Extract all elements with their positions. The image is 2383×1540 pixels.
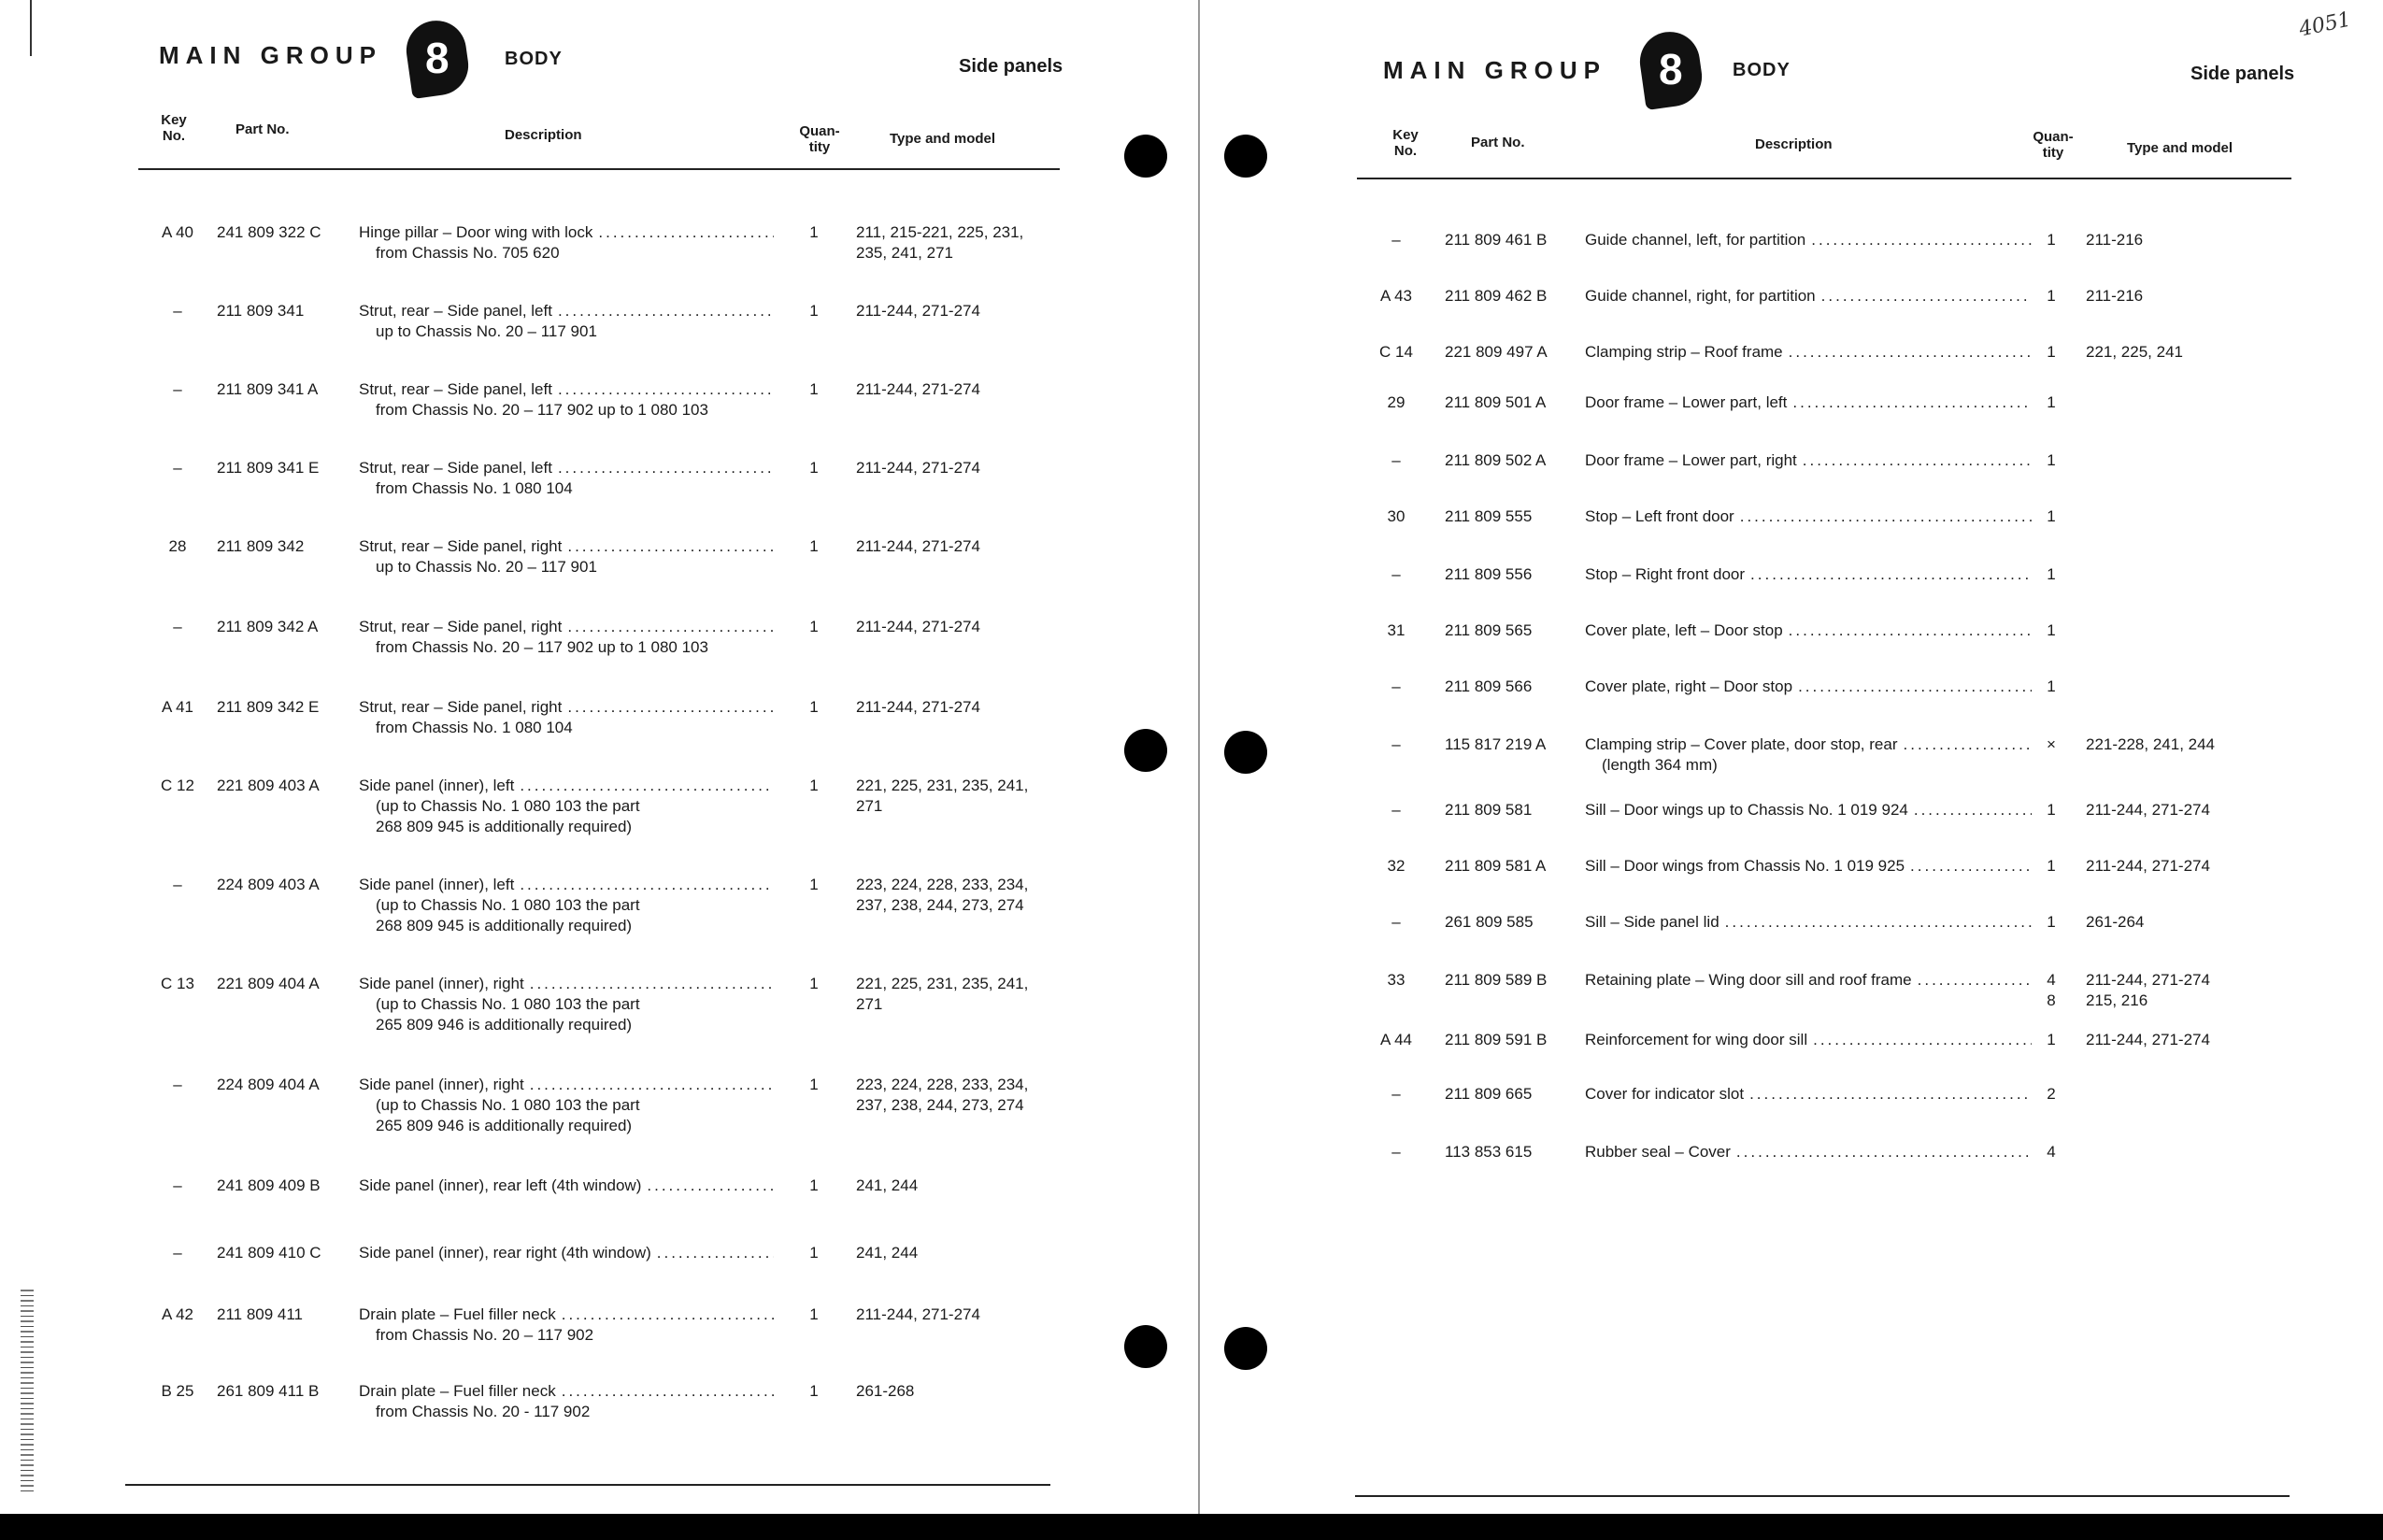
binder-hole [1224, 135, 1267, 178]
description-text: Reinforcement for wing door sill [1585, 1031, 1808, 1048]
leader-dots [1904, 734, 2033, 755]
leader-dots [1821, 286, 2032, 307]
description-line [359, 875, 774, 895]
key-number: 29 [1387, 393, 1406, 411]
body-label: BODY [1733, 60, 1791, 80]
quantity: 1 [2047, 231, 2056, 249]
description-line [1585, 564, 2032, 585]
description-text: Cover for indicator slot [1585, 1085, 1745, 1103]
description-continuation: from Chassis No. 20 – 117 902 up to 1 080 103 [376, 638, 708, 656]
description [1585, 230, 2032, 250]
header-quantity: Quan- tity [2033, 129, 2074, 161]
key-number: A 42 [161, 1305, 194, 1323]
type-and-model: 211-244, 271-274 215, 216 [2086, 971, 2210, 1009]
description-text: Strut, rear – Side panel, left [359, 302, 552, 320]
description-text: Retaining plate – Wing door sill and roof frame [1585, 971, 1912, 989]
description-line [1585, 450, 2032, 471]
description-text: Sill – Side panel lid [1585, 913, 1719, 931]
description-line [359, 697, 774, 718]
description [359, 1176, 774, 1196]
description-continuation: from Chassis No. 20 – 117 902 [376, 1326, 594, 1344]
header-part: Part No. [235, 121, 290, 137]
type-and-model: 211-244, 271-274 [856, 302, 980, 320]
quantity: 1 [2047, 393, 2056, 411]
description-line [359, 458, 774, 478]
part-number: 211 809 589 B [1445, 971, 1548, 989]
part-number: 113 853 615 [1445, 1143, 1533, 1161]
description [1585, 677, 2032, 697]
key-number: C 13 [161, 975, 194, 992]
quantity: 1 [809, 459, 819, 477]
description-line [359, 222, 774, 243]
section-title: Side panels [2190, 64, 2295, 84]
key-number: – [173, 380, 182, 398]
description-text: Clamping strip – Cover plate, door stop, rear [1585, 735, 1898, 753]
description-text: Door frame – Lower part, right [1585, 451, 1797, 469]
description [1585, 856, 2032, 877]
leader-dots [520, 875, 774, 895]
header-type: Type and model [890, 131, 996, 147]
description-text: Strut, rear – Side panel, right [359, 618, 563, 635]
description [1585, 450, 2032, 471]
part-number: 241 809 409 B [217, 1176, 321, 1194]
description [359, 617, 774, 658]
key-number: A 41 [161, 698, 194, 716]
description [1585, 734, 2032, 776]
part-number: 211 809 411 [217, 1305, 304, 1323]
description-text: Guide channel, right, for partition [1585, 287, 1816, 305]
quantity: 1 [809, 537, 819, 555]
leader-dots [530, 974, 774, 994]
leader-dots [1749, 1084, 2032, 1105]
quantity: 1 [2047, 677, 2056, 695]
type-and-model: 211-216 [2086, 287, 2144, 305]
description-text: Guide channel, left, for partition [1585, 231, 1806, 249]
key-number: A 43 [1379, 287, 1413, 305]
quantity: 1 [809, 618, 819, 635]
type-and-model: 211-244, 271-274 [856, 380, 980, 398]
description-line [1585, 1142, 2032, 1162]
description-line [359, 1075, 774, 1095]
description [359, 697, 774, 738]
type-and-model: 221-228, 241, 244 [2086, 735, 2216, 753]
main-group-label: MAIN GROUP [159, 41, 382, 69]
description-text: Strut, rear – Side panel, left [359, 380, 552, 398]
part-number: 211 809 341 E [217, 459, 320, 477]
part-number: 211 809 341 [217, 302, 305, 320]
header-type: Type and model [2127, 140, 2233, 156]
type-and-model: 261-268 [856, 1382, 915, 1400]
quantity: 1 [2047, 343, 2056, 361]
description-text: Side panel (inner), rear left (4th window) [359, 1176, 642, 1194]
type-and-model: 211-244, 271-274 [2086, 801, 2210, 819]
quantity: 4 8 [2047, 971, 2056, 1009]
type-and-model: 211-244, 271-274 [2086, 857, 2210, 875]
description-line [1585, 342, 2032, 363]
type-and-model: 211-244, 271-274 [856, 537, 980, 555]
description-text: Cover plate, right – Door stop [1585, 677, 1793, 695]
description-text: Side panel (inner), right [359, 975, 524, 992]
key-number: A 44 [1379, 1031, 1413, 1048]
description-text: Strut, rear – Side panel, right [359, 537, 563, 555]
type-and-model: 261-264 [2086, 913, 2145, 931]
binder-hole [1224, 1327, 1267, 1370]
type-and-model: 211-244, 271-274 [856, 1305, 980, 1323]
type-and-model: 211-244, 271-274 [856, 618, 980, 635]
description-text: Stop – Left front door [1585, 507, 1734, 525]
key-number: – [173, 1244, 182, 1262]
leader-dots [1918, 970, 2032, 991]
leader-dots [1811, 230, 2032, 250]
quantity: 1 [809, 1176, 819, 1194]
part-number: 241 809 410 C [217, 1244, 321, 1262]
footer-rule [1355, 1495, 2290, 1497]
key-number: – [1391, 565, 1401, 583]
description-continuation: from Chassis No. 1 080 104 [376, 479, 573, 497]
description-text: Clamping strip – Roof frame [1585, 343, 1783, 361]
leader-dots [657, 1243, 774, 1263]
type-and-model: 223, 224, 228, 233, 234, 237, 238, 244, 273, 274 [856, 1076, 1029, 1114]
type-and-model: 223, 224, 228, 233, 234, 237, 238, 244, 273, 274 [856, 876, 1029, 914]
part-number: 211 809 342 [217, 537, 305, 555]
header-rule [1357, 178, 2291, 179]
description [359, 776, 774, 837]
part-number: 115 817 219 A [1445, 735, 1547, 753]
key-number: – [173, 1076, 182, 1093]
description [359, 536, 774, 578]
type-and-model: 221, 225, 241 [2086, 343, 2183, 361]
part-number: 211 809 665 [1445, 1085, 1533, 1103]
group-number-badge: 8 [403, 17, 473, 99]
description-line [359, 379, 774, 400]
binder-hole [1224, 731, 1267, 774]
description-line [1585, 912, 2032, 933]
key-number: – [1391, 913, 1401, 931]
part-number: 211 809 461 B [1445, 231, 1548, 249]
description-line [1585, 1030, 2032, 1050]
quantity: 1 [809, 1244, 819, 1262]
part-number: 211 809 556 [1445, 565, 1533, 583]
leader-dots [1789, 342, 2032, 363]
part-number: 211 809 566 [1445, 677, 1533, 695]
description [1585, 392, 2032, 413]
part-number: 211 809 555 [1445, 507, 1533, 525]
leader-dots [1789, 620, 2032, 641]
scan-edge-noise [21, 1290, 34, 1495]
quantity: 1 [809, 876, 819, 893]
part-number: 221 809 404 A [217, 975, 320, 992]
quantity: 1 [2047, 801, 2056, 819]
description-line [1585, 734, 2032, 755]
quantity: 1 [809, 223, 819, 241]
description [1585, 286, 2032, 307]
description [1585, 620, 2032, 641]
binder-hole [1124, 729, 1167, 772]
description-line [1585, 856, 2032, 877]
quantity: × [2047, 735, 2056, 753]
description-continuation: from Chassis No. 20 - 117 902 [376, 1403, 591, 1420]
description-text: Strut, rear – Side panel, left [359, 459, 552, 477]
description-text: Cover plate, left – Door stop [1585, 621, 1783, 639]
quantity: 1 [809, 777, 819, 794]
description-text: Sill – Door wings from Chassis No. 1 019 925 [1585, 857, 1905, 875]
key-number: 33 [1387, 971, 1406, 989]
part-number: 221 809 497 A [1445, 343, 1548, 361]
key-number: – [1391, 231, 1401, 249]
header-part: Part No. [1471, 135, 1525, 150]
description [1585, 800, 2032, 820]
description [359, 1305, 774, 1346]
description-continuation: from Chassis No. 705 620 [376, 244, 560, 262]
description-text: Side panel (inner), rear right (4th window) [359, 1244, 651, 1262]
key-number: 30 [1387, 507, 1406, 525]
description-line [1585, 286, 2032, 307]
part-number: 224 809 404 A [217, 1076, 320, 1093]
quantity: 1 [2047, 913, 2056, 931]
leader-dots [1798, 677, 2032, 697]
key-number: 32 [1387, 857, 1406, 875]
key-number: C 12 [161, 777, 194, 794]
description-text: Hinge pillar – Door wing with lock [359, 223, 593, 241]
description-line [359, 776, 774, 796]
description-line [1585, 677, 2032, 697]
quantity: 1 [809, 975, 819, 992]
body-label: BODY [505, 49, 563, 69]
description [1585, 342, 2032, 363]
part-number: 241 809 322 C [217, 223, 321, 241]
description-continuation: (length 364 mm) [1602, 756, 1718, 774]
key-number: B 25 [161, 1382, 194, 1400]
leader-dots [1750, 564, 2032, 585]
part-number: 211 809 565 [1445, 621, 1533, 639]
header-description: Description [505, 127, 582, 143]
description-continuation: (up to Chassis No. 1 080 103 the part 268 809 945 is additionally required) [376, 797, 640, 835]
right-page [1200, 0, 2383, 1514]
description-continuation: (up to Chassis No. 1 080 103 the part 268 809 945 is additionally required) [376, 896, 640, 934]
binder-hole [1124, 1325, 1167, 1368]
description [1585, 970, 2032, 991]
leader-dots [647, 1176, 774, 1196]
group-number-badge: 8 [1636, 28, 1706, 110]
key-number: C 14 [1379, 343, 1413, 361]
type-and-model: 211-244, 271-274 [856, 698, 980, 716]
key-number: – [173, 876, 182, 893]
leader-dots [558, 458, 774, 478]
part-number: 211 809 581 [1445, 801, 1533, 819]
key-number: – [1391, 677, 1401, 695]
binder-hole [1124, 135, 1167, 178]
part-number: 211 809 501 A [1445, 393, 1547, 411]
description-line [1585, 620, 2032, 641]
main-group-label: MAIN GROUP [1383, 56, 1606, 84]
key-number: – [173, 459, 182, 477]
quantity: 1 [809, 302, 819, 320]
key-number: – [173, 1176, 182, 1194]
part-number: 261 809 585 [1445, 913, 1534, 931]
leader-dots [520, 776, 774, 796]
leader-dots [530, 1075, 774, 1095]
leader-dots [562, 1305, 774, 1325]
key-number: – [1391, 451, 1401, 469]
key-number: – [1391, 1085, 1401, 1103]
part-number: 211 809 502 A [1445, 451, 1547, 469]
leader-dots [1803, 450, 2032, 471]
quantity: 1 [809, 380, 819, 398]
part-number: 211 809 342 A [217, 618, 319, 635]
type-and-model: 211-216 [2086, 231, 2144, 249]
leader-dots [567, 617, 774, 637]
description-line [359, 617, 774, 637]
description-line [1585, 800, 2032, 820]
description [359, 301, 774, 342]
description-text: Rubber seal – Cover [1585, 1143, 1731, 1161]
part-number: 211 809 341 A [217, 380, 319, 398]
quantity: 1 [809, 1305, 819, 1323]
leader-dots [1736, 1142, 2032, 1162]
leader-dots [558, 301, 774, 321]
quantity: 1 [809, 698, 819, 716]
quantity: 1 [2047, 565, 2056, 583]
quantity: 1 [2047, 621, 2056, 639]
description [1585, 1084, 2032, 1105]
handwritten-note: 4051 [2297, 7, 2353, 42]
description [359, 458, 774, 499]
quantity: 1 [809, 1382, 819, 1400]
description [359, 974, 774, 1035]
quantity: 1 [2047, 287, 2056, 305]
description [1585, 506, 2032, 527]
description-text: Stop – Right front door [1585, 565, 1746, 583]
description [1585, 564, 2032, 585]
description-text: Side panel (inner), left [359, 777, 515, 794]
description-text: Side panel (inner), left [359, 876, 515, 893]
quantity: 1 [2047, 1031, 2056, 1048]
leader-dots [598, 222, 774, 243]
scan-bottom-bar [0, 1514, 2383, 1540]
description-text: Drain plate – Fuel filler neck [359, 1382, 556, 1400]
header-quantity: Quan- tity [799, 123, 840, 155]
key-number: – [1391, 735, 1401, 753]
key-number: – [173, 302, 182, 320]
description [1585, 912, 2032, 933]
description-line [1585, 230, 2032, 250]
leader-dots [1813, 1030, 2032, 1050]
description-text: Sill – Door wings up to Chassis No. 1 019 924 [1585, 801, 1908, 819]
key-number: 31 [1387, 621, 1406, 639]
type-and-model: 211, 215-221, 225, 231, 235, 241, 271 [856, 223, 1024, 262]
description-line [359, 1381, 774, 1402]
header-rule [138, 168, 1060, 170]
quantity: 2 [2047, 1085, 2056, 1103]
description-text: Side panel (inner), right [359, 1076, 524, 1093]
description-text: Drain plate – Fuel filler neck [359, 1305, 556, 1323]
part-number: 221 809 403 A [217, 777, 320, 794]
part-number: 211 809 342 E [217, 698, 320, 716]
leader-dots [562, 1381, 774, 1402]
leader-dots [567, 697, 774, 718]
key-number: 28 [168, 537, 187, 555]
type-and-model: 241, 244 [856, 1176, 919, 1194]
description-line [1585, 506, 2032, 527]
part-number: 211 809 581 A [1445, 857, 1547, 875]
description-line [359, 1305, 774, 1325]
quantity: 1 [2047, 857, 2056, 875]
description-continuation: up to Chassis No. 20 – 117 901 [376, 558, 597, 576]
description [359, 875, 774, 936]
description [359, 1381, 774, 1422]
description-continuation: (up to Chassis No. 1 080 103 the part 265 809 946 is additionally required) [376, 1096, 640, 1134]
key-number: – [1391, 801, 1401, 819]
key-number: – [173, 618, 182, 635]
description-text: Door frame – Lower part, left [1585, 393, 1788, 411]
description-line [359, 974, 774, 994]
type-and-model: 221, 225, 231, 235, 241, 271 [856, 777, 1029, 815]
leader-dots [1740, 506, 2032, 527]
scan-mark [30, 0, 32, 56]
key-number: – [1391, 1143, 1401, 1161]
description-line [359, 1176, 774, 1196]
description-line [359, 301, 774, 321]
type-and-model: 221, 225, 231, 235, 241, 271 [856, 975, 1029, 1013]
header-key: Key No. [161, 112, 187, 144]
part-number: 211 809 591 B [1445, 1031, 1548, 1048]
leader-dots [567, 536, 774, 557]
description [1585, 1030, 2032, 1050]
leader-dots [558, 379, 774, 400]
description [359, 1243, 774, 1263]
leader-dots [1914, 800, 2032, 820]
description-continuation: from Chassis No. 1 080 104 [376, 719, 573, 736]
footer-rule [125, 1484, 1050, 1486]
type-and-model: 241, 244 [856, 1244, 919, 1262]
description-continuation: from Chassis No. 20 – 117 902 up to 1 080 103 [376, 401, 708, 419]
quantity: 4 [2047, 1143, 2056, 1161]
description-continuation: (up to Chassis No. 1 080 103 the part 265 809 946 is additionally required) [376, 995, 640, 1034]
header-description: Description [1755, 136, 1833, 152]
description-continuation: up to Chassis No. 20 – 117 901 [376, 322, 597, 340]
description-text: Strut, rear – Side panel, right [359, 698, 563, 716]
leader-dots [1792, 392, 2032, 413]
description [1585, 1142, 2032, 1162]
type-and-model: 211-244, 271-274 [856, 459, 980, 477]
left-page [0, 0, 1198, 1514]
description-line [359, 1243, 774, 1263]
leader-dots [1725, 912, 2032, 933]
quantity: 1 [809, 1076, 819, 1093]
leader-dots [1910, 856, 2032, 877]
description [359, 379, 774, 421]
header-key: Key No. [1392, 127, 1419, 159]
description [359, 1075, 774, 1136]
part-number: 211 809 462 B [1445, 287, 1548, 305]
quantity: 1 [2047, 507, 2056, 525]
key-number: A 40 [161, 223, 194, 241]
description [359, 222, 774, 264]
description-line [1585, 1084, 2032, 1105]
description-line [1585, 970, 2032, 991]
part-number: 261 809 411 B [217, 1382, 320, 1400]
part-number: 224 809 403 A [217, 876, 320, 893]
description-line [1585, 392, 2032, 413]
type-and-model: 211-244, 271-274 [2086, 1031, 2210, 1048]
quantity: 1 [2047, 451, 2056, 469]
section-title: Side panels [959, 56, 1063, 77]
description-line [359, 536, 774, 557]
